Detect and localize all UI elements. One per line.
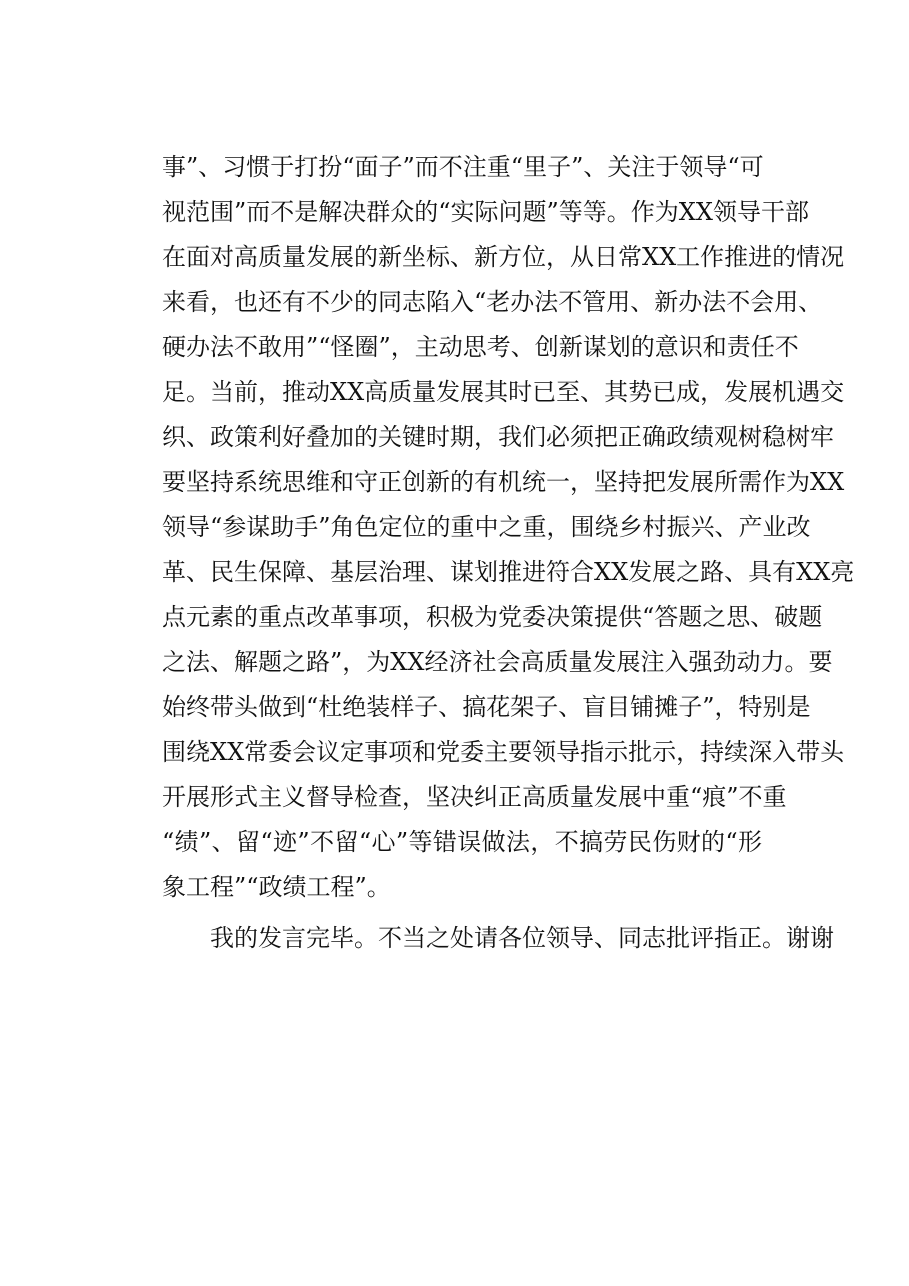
text-line: 围绕XX常委会议定事项和党委主要领导指示批示，持续深入带头	[162, 738, 845, 766]
text-line: 领导“参谋助手”角色定位的重中之重，围绕乡村振兴、产业改	[162, 513, 811, 541]
text-line: 来看，也还有不少的同志陷入“老办法不管用、新办法不会用、	[162, 288, 823, 316]
text-line: “绩”、留“迹”不留“心”等错误做法，不搞劳民伤财的“形	[162, 828, 762, 856]
text-line: 点元素的重点改革事项，积极为党委决策提供“答题之思、破题	[162, 603, 823, 631]
text-line: 在面对高质量发展的新坐标、新方位，从日常XX工作推进的情况	[162, 243, 845, 271]
text-line: 织、政策利好叠加的关键时期，我们必须把正确政绩观树稳树牢	[162, 423, 834, 451]
closing-line: 我的发言完毕。不当之处请各位领导、同志批评指正。谢谢	[210, 924, 834, 952]
text-line: 要坚持系统思维和守正创新的有机统一，坚持把发展所需作为XX	[162, 468, 845, 496]
text-line: 足。当前，推动XX高质量发展其时已至、其势已成，发展机遇交	[162, 378, 845, 406]
text-line: 革、民生保障、基层治理、谋划推进符合XX发展之路、具有XX亮	[162, 558, 855, 586]
text-line: 事”、习惯于打扮“面子”而不注重“里子”、关注于领导“可	[162, 153, 764, 181]
text-line: 始终带头做到“杜绝装样子、搞花架子、盲目铺摊子”，特别是	[162, 693, 811, 721]
text-line: 象工程”“政绩工程”。	[162, 873, 391, 901]
text-line: 之法、解题之路”，为XX经济社会高质量发展注入强劲动力。要	[162, 648, 833, 676]
text-line: 视范围”而不是解决群众的“实际问题”等等。作为XX领导干部	[162, 198, 809, 226]
text-line: 硬办法不敢用”“怪圈”，主动思考、创新谋划的意识和责任不	[162, 333, 799, 361]
text-line: 开展形式主义督导检查，坚决纠正高质量发展中重“痕”不重	[162, 783, 787, 811]
